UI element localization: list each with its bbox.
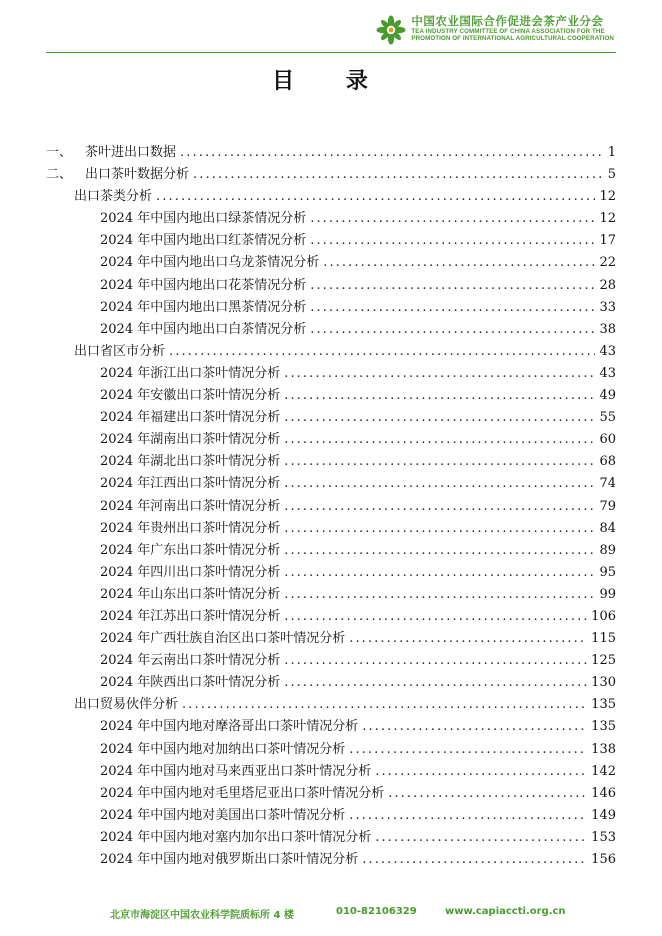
toc-entry[interactable] — [46, 296, 616, 318]
toc-entry-page-number: 79 — [599, 498, 616, 514]
organization-logo — [375, 14, 614, 46]
toc-dot-leader — [323, 255, 595, 270]
toc-dot-leader — [156, 189, 595, 204]
toc-entry-page-number: 106 — [591, 608, 616, 624]
toc-dot-leader — [310, 322, 595, 337]
toc-entry-number: 二、 — [46, 167, 73, 183]
toc-dot-leader — [349, 631, 587, 646]
toc-entry[interactable] — [46, 340, 616, 362]
toc-entry[interactable] — [46, 671, 616, 693]
toc-dot-leader — [284, 476, 595, 491]
toc-entry-page-number: 55 — [599, 410, 616, 426]
toc-dot-leader — [193, 167, 604, 182]
toc-entry-title: 2024 年中国内地出口白茶情况分析 — [100, 321, 307, 337]
toc-entry-title: 2024 年山东出口茶叶情况分析 — [100, 586, 281, 602]
toc-entry-title: 2024 年陕西出口茶叶情况分析 — [100, 675, 281, 691]
toc-entry[interactable] — [46, 251, 616, 273]
toc-entry-page-number: 60 — [599, 432, 616, 448]
page-title: 目 录 — [272, 69, 390, 94]
toc-entry[interactable] — [46, 472, 616, 494]
toc-entry-title: 2024 年中国内地出口红茶情况分析 — [100, 233, 307, 249]
toc-entry-title: 2024 年中国内地出口绿茶情况分析 — [100, 211, 307, 227]
toc-entry[interactable] — [46, 605, 616, 627]
toc-dot-leader — [284, 587, 595, 602]
toc-entry-page-number: 12 — [599, 189, 616, 205]
toc-dot-leader — [284, 454, 595, 469]
toc-entry-page-number: 49 — [599, 388, 616, 404]
toc-entry-title: 2024 年中国内地对摩洛哥出口茶叶情况分析 — [100, 719, 359, 735]
toc-dot-leader — [310, 300, 595, 315]
toc-entry-title: 出口茶叶数据分析 — [85, 167, 190, 183]
toc-dot-leader — [284, 366, 595, 381]
footer-address: 北京市海淀区中国农业科学院质标所 4 楼 — [110, 910, 294, 921]
toc-entry[interactable] — [46, 185, 616, 207]
tea-leaf-logo-icon — [375, 14, 407, 46]
toc-entry-title: 2024 年中国内地对俄罗斯出口茶叶情况分析 — [100, 852, 359, 867]
footer-website: www.capiaccti.org.cn — [445, 906, 566, 917]
toc-entry-page-number: 135 — [591, 719, 616, 735]
toc-dot-leader — [284, 499, 595, 514]
toc-entry[interactable] — [46, 406, 616, 428]
toc-entry-page-number: 5 — [607, 167, 616, 183]
toc-dot-leader — [169, 344, 595, 359]
toc-entry-page-number: 135 — [591, 697, 616, 713]
toc-dot-leader — [284, 388, 595, 403]
toc-entry-page-number: 1 — [607, 145, 616, 160]
organization-name-en-line1: TEA INDUSTRY COMMITTEE OF CHINA ASSOCIATION FOR THE — [411, 28, 605, 35]
toc-entry-page-number: 74 — [599, 476, 616, 492]
toc-dot-leader — [284, 432, 595, 447]
toc-dot-leader — [182, 697, 587, 712]
toc-entry[interactable] — [46, 738, 616, 760]
toc-dot-leader — [284, 410, 595, 425]
toc-entry-page-number: 149 — [591, 807, 616, 823]
table-of-contents — [46, 141, 616, 870]
toc-dot-leader — [284, 543, 595, 558]
toc-entry[interactable] — [46, 539, 616, 561]
header-divider — [46, 52, 616, 53]
toc-dot-leader — [310, 278, 595, 293]
toc-entry-title: 出口省区市分析 — [74, 343, 166, 359]
toc-entry[interactable] — [46, 207, 616, 229]
toc-entry-page-number: 43 — [599, 343, 616, 359]
toc-dot-leader — [310, 233, 595, 248]
toc-dot-leader — [284, 565, 595, 580]
toc-dot-leader — [180, 145, 604, 160]
toc-entry-title: 2024 年贵州出口茶叶情况分析 — [100, 520, 281, 536]
toc-entry[interactable] — [46, 517, 616, 539]
page-header — [46, 10, 616, 52]
toc-dot-leader — [349, 808, 587, 823]
toc-entry-page-number: 28 — [599, 277, 616, 293]
toc-entry-title: 2024 年江西出口茶叶情况分析 — [100, 476, 281, 492]
toc-dot-leader — [375, 830, 587, 845]
toc-entry-page-number: 38 — [599, 321, 616, 337]
toc-dot-leader — [349, 742, 587, 757]
toc-entry-title: 出口贸易伙伴分析 — [74, 697, 179, 713]
toc-entry[interactable] — [46, 229, 616, 251]
toc-entry[interactable] — [46, 782, 616, 804]
toc-entry[interactable] — [46, 848, 616, 870]
toc-entry-title: 2024 年广东出口茶叶情况分析 — [100, 542, 281, 558]
toc-entry-page-number: 130 — [591, 675, 616, 691]
toc-entry-title: 2024 年安徽出口茶叶情况分析 — [100, 388, 281, 404]
toc-entry-title: 茶叶进出口数据 — [85, 145, 177, 160]
toc-entry-page-number: 43 — [599, 365, 616, 381]
toc-entry-page-number: 95 — [599, 564, 616, 580]
toc-entry-title: 2024 年中国内地对塞内加尔出口茶叶情况分析 — [100, 829, 372, 845]
toc-entry[interactable] — [46, 428, 616, 450]
toc-entry[interactable] — [46, 495, 616, 517]
toc-dot-leader — [362, 852, 587, 867]
toc-entry-page-number: 89 — [599, 542, 616, 558]
toc-entry-title: 2024 年广西壮族自治区出口茶叶情况分析 — [100, 631, 346, 647]
toc-entry[interactable] — [46, 561, 616, 583]
footer-phone: 010-82106329 — [336, 906, 417, 917]
toc-entry[interactable] — [46, 826, 616, 848]
toc-entry-title: 2024 年河南出口茶叶情况分析 — [100, 498, 281, 514]
toc-entry-page-number: 115 — [591, 631, 616, 647]
toc-entry-page-number: 146 — [591, 785, 616, 801]
toc-entry[interactable] — [46, 274, 616, 296]
toc-entry-page-number: 84 — [599, 520, 616, 536]
toc-entry[interactable] — [46, 627, 616, 649]
toc-entry-page-number: 68 — [599, 454, 616, 470]
toc-entry-title: 2024 年中国内地出口花茶情况分析 — [100, 277, 307, 293]
toc-dot-leader — [362, 719, 587, 734]
organization-name — [411, 14, 614, 43]
toc-entry[interactable] — [46, 318, 616, 340]
toc-entry[interactable] — [46, 163, 616, 185]
toc-entry-number: 一、 — [46, 145, 73, 160]
toc-entry-title: 2024 年浙江出口茶叶情况分析 — [100, 365, 281, 381]
toc-entry-title: 2024 年中国内地对美国出口茶叶情况分析 — [100, 807, 346, 823]
toc-entry-title: 2024 年中国内地对毛里塔尼亚出口茶叶情况分析 — [100, 785, 385, 801]
toc-entry-title: 2024 年江苏出口茶叶情况分析 — [100, 608, 281, 624]
toc-entry-page-number: 156 — [591, 852, 616, 867]
toc-entry-title: 2024 年中国内地对马来西亚出口茶叶情况分析 — [100, 763, 372, 779]
toc-entry[interactable] — [46, 141, 616, 163]
toc-entry[interactable] — [46, 583, 616, 605]
toc-entry-page-number: 142 — [591, 763, 616, 779]
toc-dot-leader — [310, 211, 595, 226]
toc-entry[interactable] — [46, 804, 616, 826]
toc-dot-leader — [375, 764, 587, 779]
toc-entry-title: 2024 年云南出口茶叶情况分析 — [100, 653, 281, 669]
toc-entry[interactable] — [46, 450, 616, 472]
toc-entry-page-number: 153 — [591, 829, 616, 845]
toc-entry-page-number: 12 — [599, 211, 616, 227]
toc-dot-leader — [388, 786, 587, 801]
toc-entry-title: 2024 年四川出口茶叶情况分析 — [100, 564, 281, 580]
toc-entry-page-number: 33 — [599, 299, 616, 315]
toc-entry-page-number: 22 — [599, 255, 616, 271]
toc-dot-leader — [284, 521, 595, 536]
toc-entry-page-number: 99 — [599, 586, 616, 602]
toc-entry-page-number: 138 — [591, 741, 616, 757]
organization-name-cn: 中国农业国际合作促进会茶产业分会 — [411, 14, 604, 28]
toc-entry[interactable] — [46, 649, 616, 671]
toc-entry-title: 出口茶类分析 — [74, 189, 153, 205]
toc-entry[interactable] — [46, 362, 616, 384]
toc-entry-title: 2024 年湖北出口茶叶情况分析 — [100, 454, 281, 470]
toc-entry[interactable] — [46, 760, 616, 782]
toc-dot-leader — [284, 653, 587, 668]
organization-name-en-line2: PROMOTION OF INTERNATIONAL AGRICULTURAL COOPERATION — [411, 35, 614, 43]
toc-entry[interactable] — [46, 693, 616, 715]
toc-dot-leader — [284, 609, 587, 624]
toc-entry[interactable] — [46, 715, 616, 737]
toc-entry-title: 2024 年湖南出口茶叶情况分析 — [100, 432, 281, 448]
toc-entry-title: 2024 年中国内地对加纳出口茶叶情况分析 — [100, 741, 346, 757]
toc-entry-title: 2024 年中国内地出口乌龙茶情况分析 — [100, 255, 320, 271]
toc-entry[interactable] — [46, 384, 616, 406]
toc-entry-page-number: 125 — [591, 653, 616, 669]
toc-entry-title: 2024 年福建出口茶叶情况分析 — [100, 410, 281, 426]
toc-entry-page-number: 17 — [599, 233, 616, 249]
toc-dot-leader — [284, 675, 587, 690]
toc-entry-title: 2024 年中国内地出口黑茶情况分析 — [100, 299, 307, 315]
